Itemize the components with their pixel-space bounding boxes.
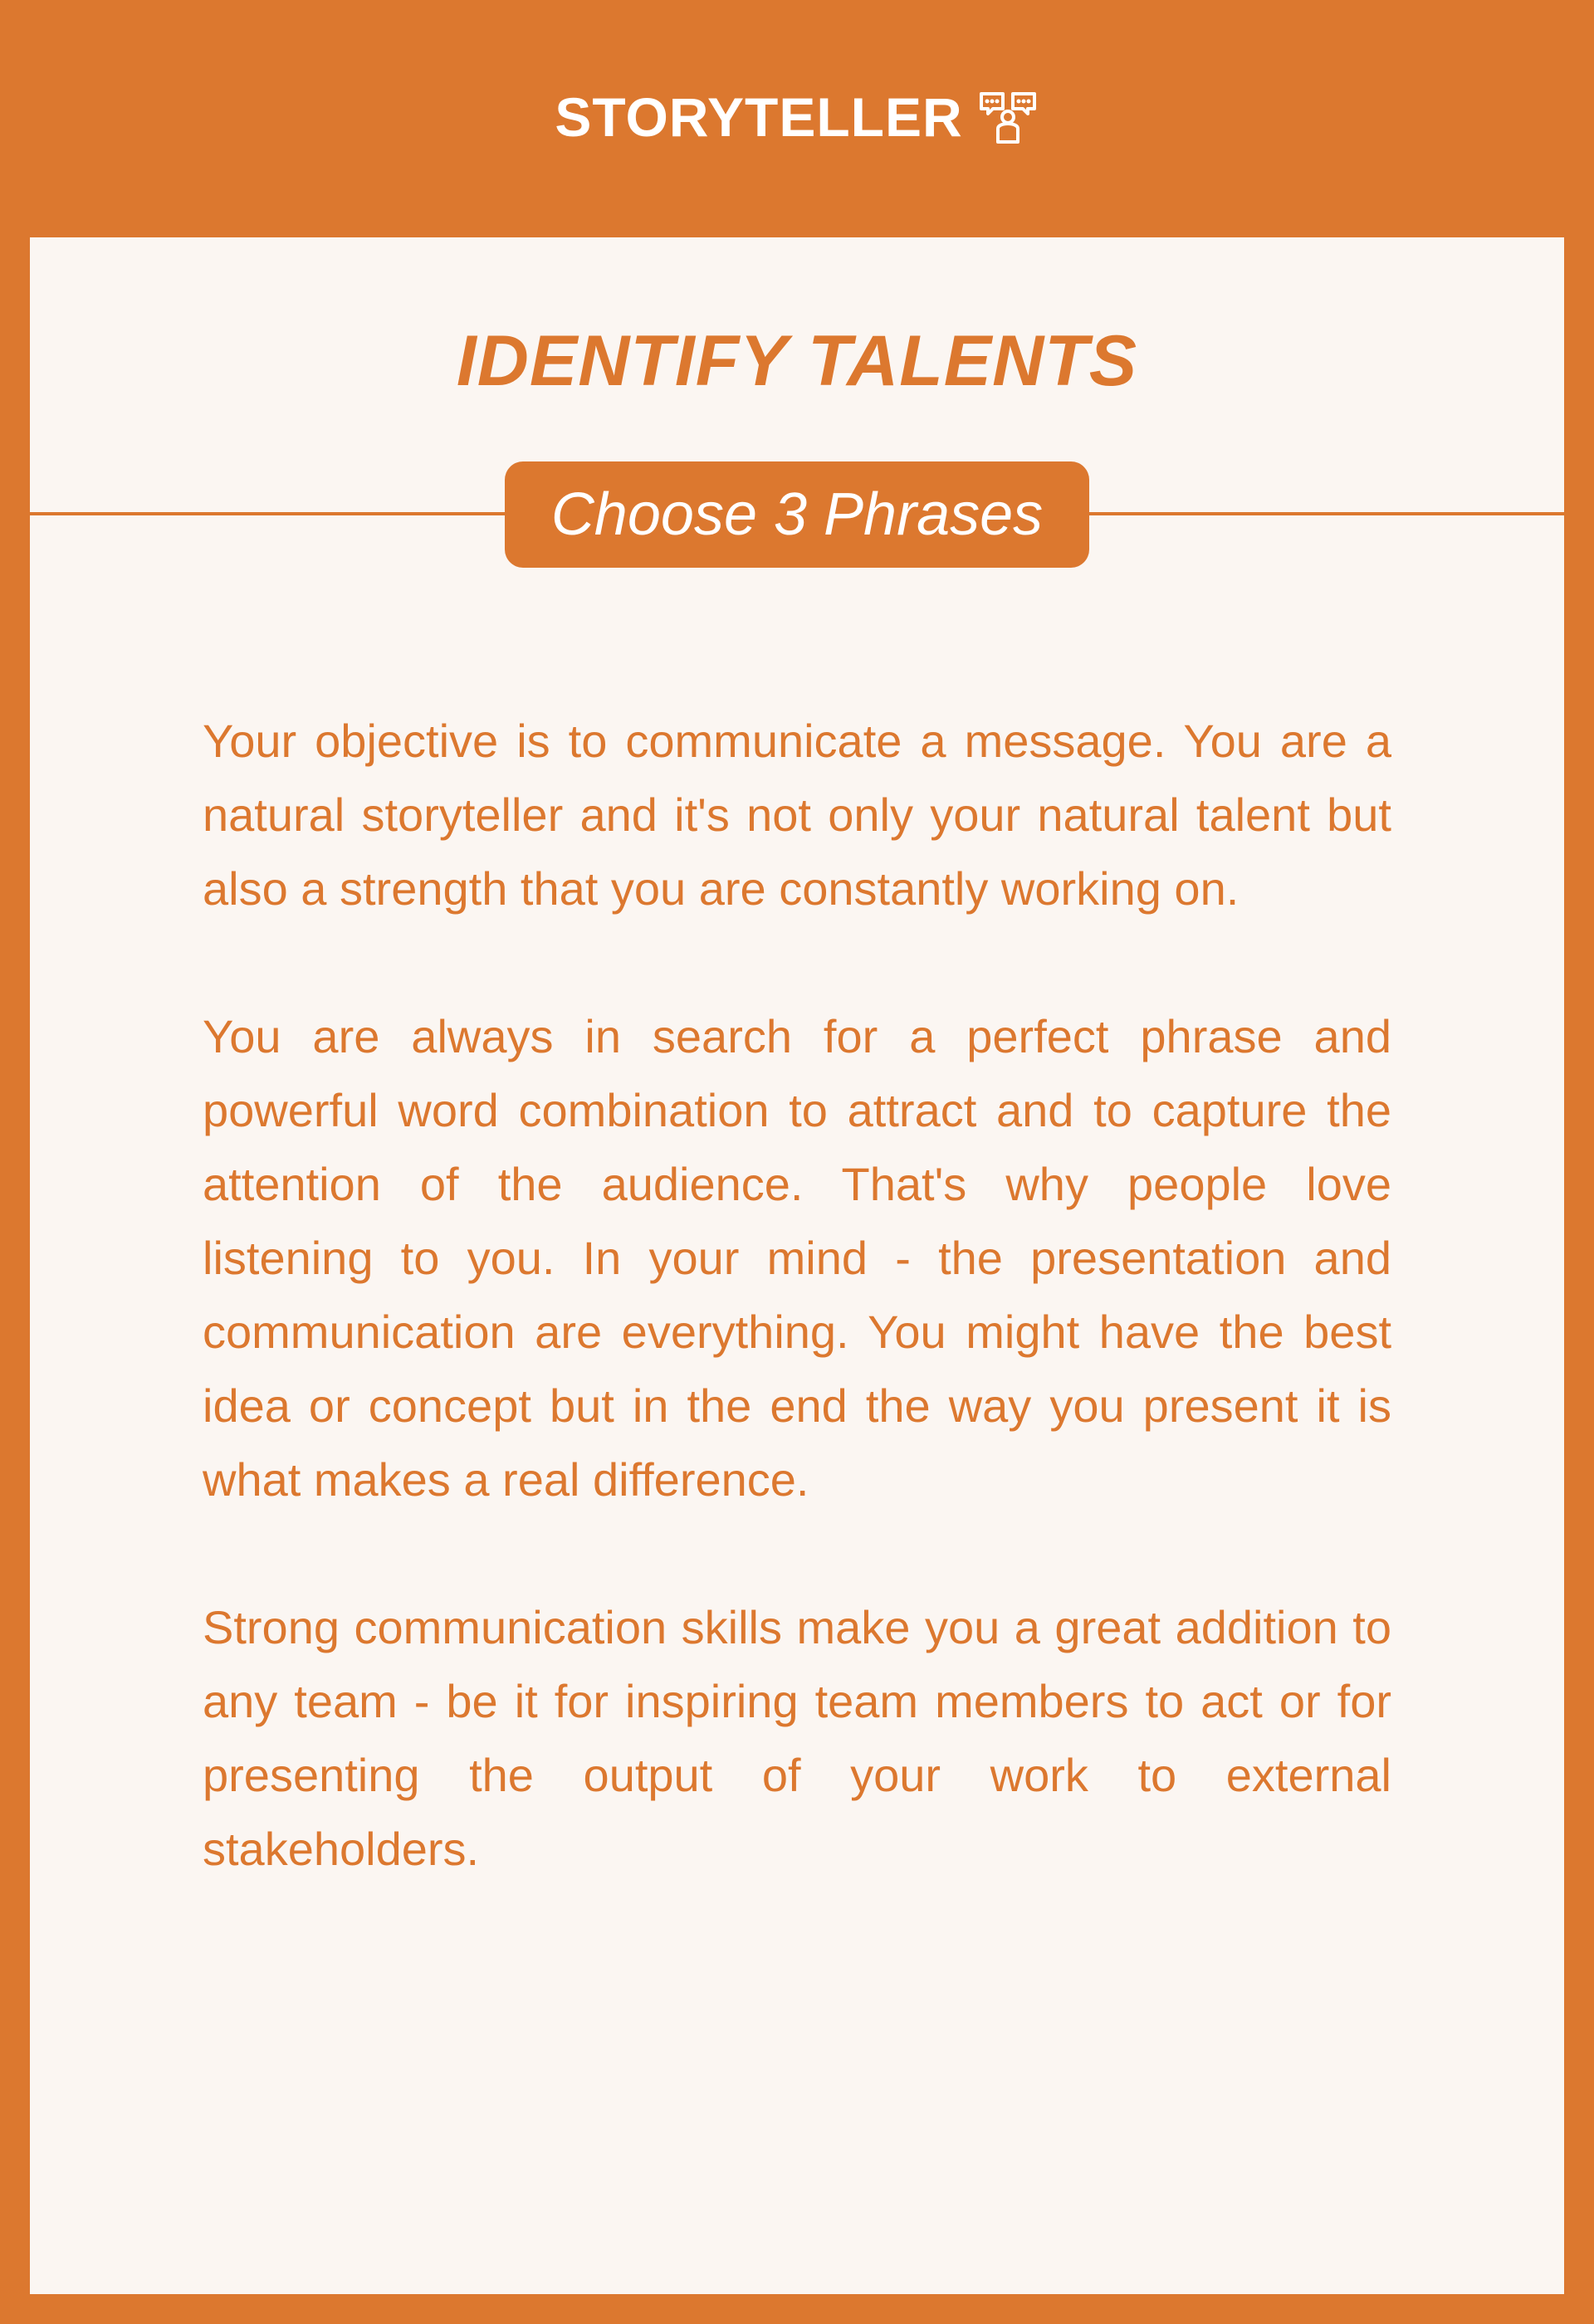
card-title: IDENTIFY TALENTS <box>456 321 1138 401</box>
talent-card <box>30 237 1564 2294</box>
card-description <box>203 704 1391 1886</box>
brand-name: STORYTELLER <box>555 86 963 148</box>
storyteller-speaker-icon <box>976 85 1039 149</box>
page-header <box>0 0 1594 237</box>
choose-phrases-badge: Choose 3 Phrases <box>505 461 1089 568</box>
description-paragraph: You are always in search for a perfect phrase and powerful word combination to attract and to capture the attention of the audience. That's why people love listening to you. In your mind - the presentation and communication are everything. You might have the best idea or concept but in the end the way you present it is what makes a real difference. <box>203 1010 1391 1506</box>
description-paragraph: Strong communication skills make you a great addition to any team - be it for inspiring team members to act or for presenting the output of your work to external stakeholders. <box>203 1601 1391 1875</box>
description-paragraph: Your objective is to communicate a message. You are a natural storyteller and it's not only your natural talent but also a strength that you are constantly working on. <box>203 715 1391 915</box>
brand-logo <box>555 85 1039 149</box>
